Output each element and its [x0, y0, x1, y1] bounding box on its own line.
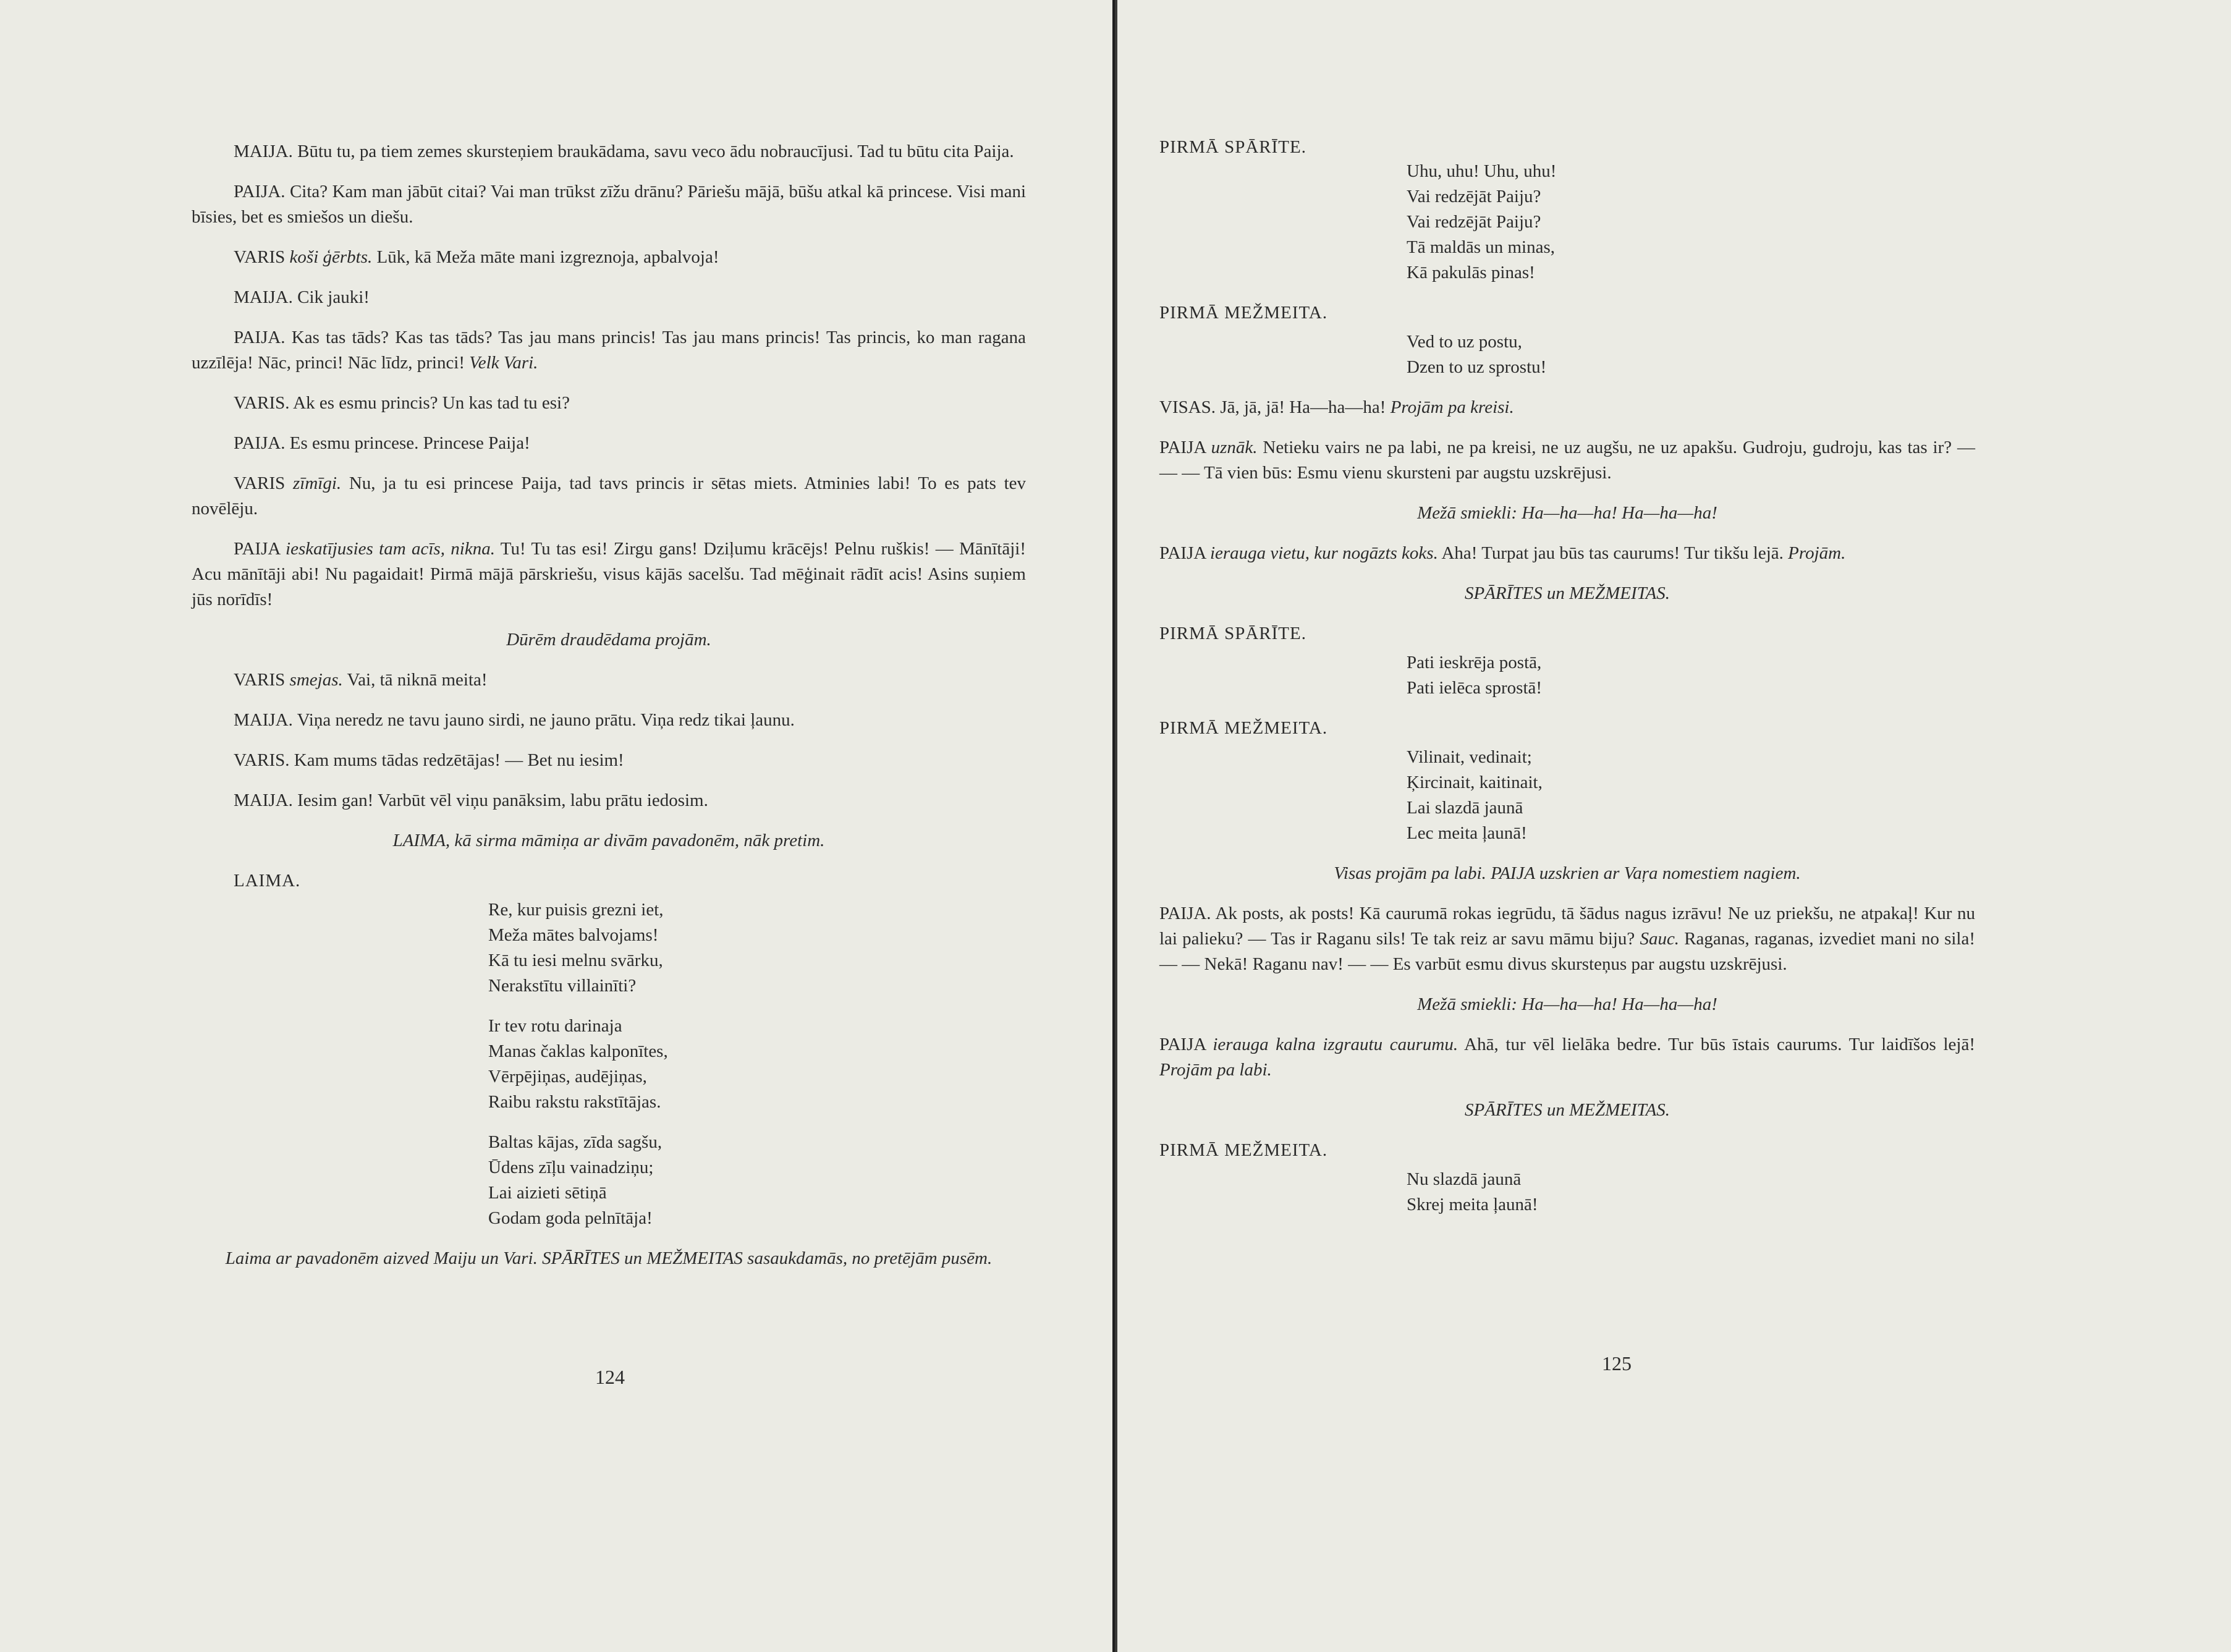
- verse-stanza: [488, 1014, 1026, 1115]
- paragraph-text: Ak posts, ak posts! Kā caurumā rokas iegrūdu, tā šādus nagus izrāvu! Ne uz priekšu, ne atpakaļ! Kur nu lai palieku? — Tas ir Raganu sils! Te tak reiz ar savu māmu biju?: [1159, 904, 1975, 949]
- stage-direction: LAIMA, kā sirma māmiņa ar divām pavadonēm, nāk pretim.: [392, 831, 825, 850]
- paragraph-text: Viņa neredz ne tavu jauno sirdi, ne jauno prātu. Viņa redz tikai ļaunu.: [292, 710, 795, 730]
- verse-line: Dzen to uz sprostu!: [1407, 357, 1547, 377]
- verse-stanza: [1407, 745, 1975, 846]
- verse-stanza: [1407, 159, 1975, 286]
- verse-line: Vai redzējāt Paiju?: [1407, 187, 1541, 206]
- stage-direction-inline: Projām pa kreisi.: [1390, 397, 1514, 417]
- paragraph: [192, 788, 1026, 813]
- paragraph: [192, 179, 1026, 230]
- speaker-name: PAIJA: [234, 539, 286, 559]
- paragraph-text: Kas tas tāds? Kas tas tāds? Tas jau mans princis! Tas jau mans princis! Tas princis, ko man ragana uzzīlēja! Nāc, princi! Nāc līdz, princi!: [192, 328, 1026, 373]
- verse-line: Lai aizieti sētiņā: [488, 1183, 607, 1203]
- stage-direction-inline: Velk Vari.: [469, 353, 538, 373]
- paragraph-text: Cik jauki!: [292, 287, 370, 307]
- verse-line: Ir tev rotu darinaja: [488, 1016, 622, 1036]
- speaker-name: PAIJA.: [234, 433, 286, 453]
- verse-line: Kā tu iesi melnu svārku,: [488, 951, 663, 970]
- verse-line: Kā pakulās pinas!: [1407, 263, 1535, 282]
- paragraph: [192, 325, 1026, 376]
- stage-direction: Visas projām pa labi. PAIJA uzskrien ar Vaŗa nomestiem nagiem.: [1334, 863, 1801, 883]
- left-page: [0, 0, 1115, 1652]
- verse-line: Nerakstītu villainīti?: [488, 976, 637, 996]
- stage-direction-inline: Sauc.: [1640, 929, 1680, 949]
- speaker-name: VARIS: [234, 473, 293, 493]
- paragraph: [1159, 1032, 1975, 1083]
- paragraph-text: Jā, jā, jā! Ha—ha—ha!: [1216, 397, 1391, 417]
- verse-stanza: [1407, 650, 1975, 701]
- paragraph-text: Nu, ja tu esi princese Paija, tad tavs princis ir sētas miets. Atminies labi! To es pats tev novēlēju.: [192, 473, 1026, 519]
- paragraph: [1159, 395, 1975, 420]
- speaker-name: MAIJA.: [234, 287, 293, 307]
- verse-line: Pati ielēca sprostā!: [1407, 678, 1543, 698]
- verse-line: Vērpējiņas, audējiņas,: [488, 1067, 647, 1087]
- stage-direction: Dūrēm draudēdama projām.: [506, 630, 711, 650]
- verse-stanza: [1407, 329, 1975, 380]
- paragraph-text: Ak es esmu princis? Un kas tad tu esi?: [289, 393, 570, 413]
- stage-direction-inline: smejas.: [289, 670, 343, 690]
- speaker-heading: PIRMĀ MEŽMEITA.: [1159, 1140, 1328, 1160]
- paragraph-text: Vai, tā niknā meita!: [342, 670, 488, 690]
- speaker-heading: PIRMĀ SPĀRĪTE.: [1159, 137, 1306, 157]
- verse-line: Re, kur puisis grezni iet,: [488, 900, 664, 920]
- speaker-name: VARIS.: [234, 750, 290, 770]
- stage-direction-inline: uznāk.: [1211, 438, 1258, 457]
- paragraph-text: Ahā, tur vēl lielāka bedre. Tur būs īstais caurums. Tur laidīšos lejā!: [1458, 1035, 1975, 1054]
- stage-direction-inline: koši ģērbts.: [289, 247, 373, 267]
- stage-direction-inline: ierauga kalna izgrautu caurumu.: [1213, 1035, 1458, 1054]
- page-number: 124: [595, 1366, 625, 1388]
- stage-direction-inline: ieskatījusies tam acīs, nikna.: [286, 539, 495, 559]
- speaker-heading: PIRMĀ MEŽMEITA.: [1159, 303, 1328, 323]
- verse-line: Uhu, uhu! Uhu, uhu!: [1407, 161, 1557, 181]
- paragraph: [192, 667, 1026, 693]
- page-number: 125: [1602, 1352, 1632, 1375]
- verse-stanza: [488, 1130, 1026, 1231]
- paragraph: [192, 708, 1026, 733]
- stage-direction: SPĀRĪTES un MEŽMEITAS.: [1464, 583, 1670, 603]
- stage-direction: SPĀRĪTES un MEŽMEITAS.: [1464, 1100, 1670, 1120]
- paragraph: [192, 285, 1026, 310]
- left-text-column: [192, 139, 1026, 1286]
- verse-line: Ķircinait, kaitinait,: [1407, 773, 1543, 792]
- verse-line: Vilinait, vedinait;: [1407, 747, 1532, 767]
- speaker-name: PAIJA.: [1159, 904, 1211, 923]
- paragraph: [1159, 541, 1975, 566]
- stage-direction: Mežā smiekli: Ha—ha—ha! Ha—ha—ha!: [1417, 503, 1717, 523]
- paragraph: [192, 536, 1026, 612]
- verse-line: Raibu rakstu rakstītājas.: [488, 1092, 661, 1112]
- right-page: [1117, 0, 2231, 1652]
- verse-line: Ūdens zīļu vainadziņu;: [488, 1158, 654, 1177]
- verse-line: Nu slazdā jaunā: [1407, 1169, 1522, 1189]
- stage-direction-inline: zīmīgi.: [292, 473, 342, 493]
- speaker-heading: PIRMĀ MEŽMEITA.: [1159, 718, 1328, 738]
- verse-line: Pati ieskrēja postā,: [1407, 653, 1542, 672]
- paragraph: [1159, 435, 1975, 486]
- paragraph-text: Es esmu princese. Princese Paija!: [285, 433, 530, 453]
- verse-line: Ved to uz postu,: [1407, 332, 1522, 352]
- speaker-name: MAIJA.: [234, 790, 293, 810]
- verse-stanza: [488, 897, 1026, 999]
- speaker-heading: LAIMA.: [234, 871, 301, 891]
- paragraph-text: Tu! Tu tas esi! Zirgu gans! Dziļumu krācējs! Pelnu ruškis! — Mānītāji! Acu mānītāji abi! Nu pagaidait! Pirmā mājā pārskriešu, visus kājās sacelšu. Tad mēģinait rādīt acis! Asins suņiem jūs norīdīs!: [192, 539, 1026, 609]
- stage-direction: Mežā smiekli: Ha—ha—ha! Ha—ha—ha!: [1417, 994, 1717, 1014]
- speaker-name: PAIJA: [1159, 438, 1211, 457]
- paragraph: [192, 245, 1026, 270]
- speaker-name: PAIJA.: [234, 182, 286, 201]
- paragraph-text: Būtu tu, pa tiem zemes skursteņiem braukādama, savu veco ādu nobraucījusi. Tad tu būtu cita Paija.: [292, 142, 1014, 161]
- right-text-column: [1159, 135, 1975, 1232]
- paragraph-text: Iesim gan! Varbūt vēl viņu panāksim, labu prātu iedosim.: [292, 790, 708, 810]
- speaker-name: PAIJA: [1159, 543, 1210, 563]
- paragraph: [192, 471, 1026, 522]
- verse-line: Skrej meita ļaunā!: [1407, 1195, 1538, 1214]
- paragraph: [1159, 901, 1975, 977]
- paragraph: [192, 391, 1026, 416]
- paragraph-text: Raganas, raganas, izvediet mani no sila! — — Nekā! Raganu nav! — — Es varbūt esmu divus skursteņus par augstu uzskrējusi.: [1159, 929, 1975, 974]
- verse-stanza: [1407, 1167, 1975, 1218]
- verse-line: Baltas kājas, zīda sagšu,: [488, 1132, 663, 1152]
- paragraph-text: Netieku vairs ne pa labi, ne pa kreisi, ne uz augšu, ne uz apakšu. Gudroju, gudroju, kas tas ir? — — — Tā vien būs: Esmu vienu skursteni par augstu uzskrējusi.: [1159, 438, 1975, 483]
- speaker-name: PAIJA: [1159, 1035, 1213, 1054]
- paragraph-text: Kam mums tādas redzētājas! — Bet nu iesim!: [289, 750, 624, 770]
- verse-line: Godam goda pelnītāja!: [488, 1208, 653, 1228]
- speaker-heading: PIRMĀ SPĀRĪTE.: [1159, 624, 1306, 643]
- speaker-name: VARIS.: [234, 393, 290, 413]
- speaker-name: MAIJA.: [234, 710, 293, 730]
- speaker-name: VARIS: [234, 247, 290, 267]
- paragraph: [192, 431, 1026, 456]
- speaker-name: MAIJA.: [234, 142, 293, 161]
- stage-direction-inline: Projām pa labi.: [1159, 1060, 1272, 1080]
- verse-line: Tā maldās un minas,: [1407, 237, 1556, 257]
- verse-line: Vai redzējāt Paiju?: [1407, 212, 1541, 232]
- speaker-name: VISAS.: [1159, 397, 1216, 417]
- verse-line: Manas čaklas kalponītes,: [488, 1041, 668, 1061]
- paragraph: [192, 139, 1026, 164]
- verse-line: Lec meita ļaunā!: [1407, 823, 1527, 843]
- stage-direction-inline: ierauga vietu, kur nogāzts koks.: [1209, 543, 1438, 563]
- verse-line: Lai slazdā jaunā: [1407, 798, 1523, 818]
- paragraph-text: Lūk, kā Meža māte mani izgreznoja, apbalvoja!: [372, 247, 719, 267]
- speaker-name: PAIJA.: [234, 328, 286, 347]
- paragraph-text: Aha! Turpat jau būs tas caurums! Tur tikšu lejā.: [1437, 543, 1789, 563]
- stage-direction-inline: Projām.: [1788, 543, 1846, 563]
- paragraph: [192, 748, 1026, 773]
- verse-line: Meža mātes balvojams!: [488, 925, 659, 945]
- stage-direction: Laima ar pavadonēm aizved Maiju un Vari. SPĀRĪTES un MEŽMEITAS sasaukdamās, no pretējām pusēm.: [225, 1248, 993, 1268]
- paragraph-text: Cita? Kam man jābūt citai? Vai man trūkst zīžu drānu? Pāriešu mājā, būšu atkal kā princese. Visi mani bīsies, bet es smiešos un diešu.: [192, 182, 1026, 227]
- speaker-name: VARIS: [234, 670, 290, 690]
